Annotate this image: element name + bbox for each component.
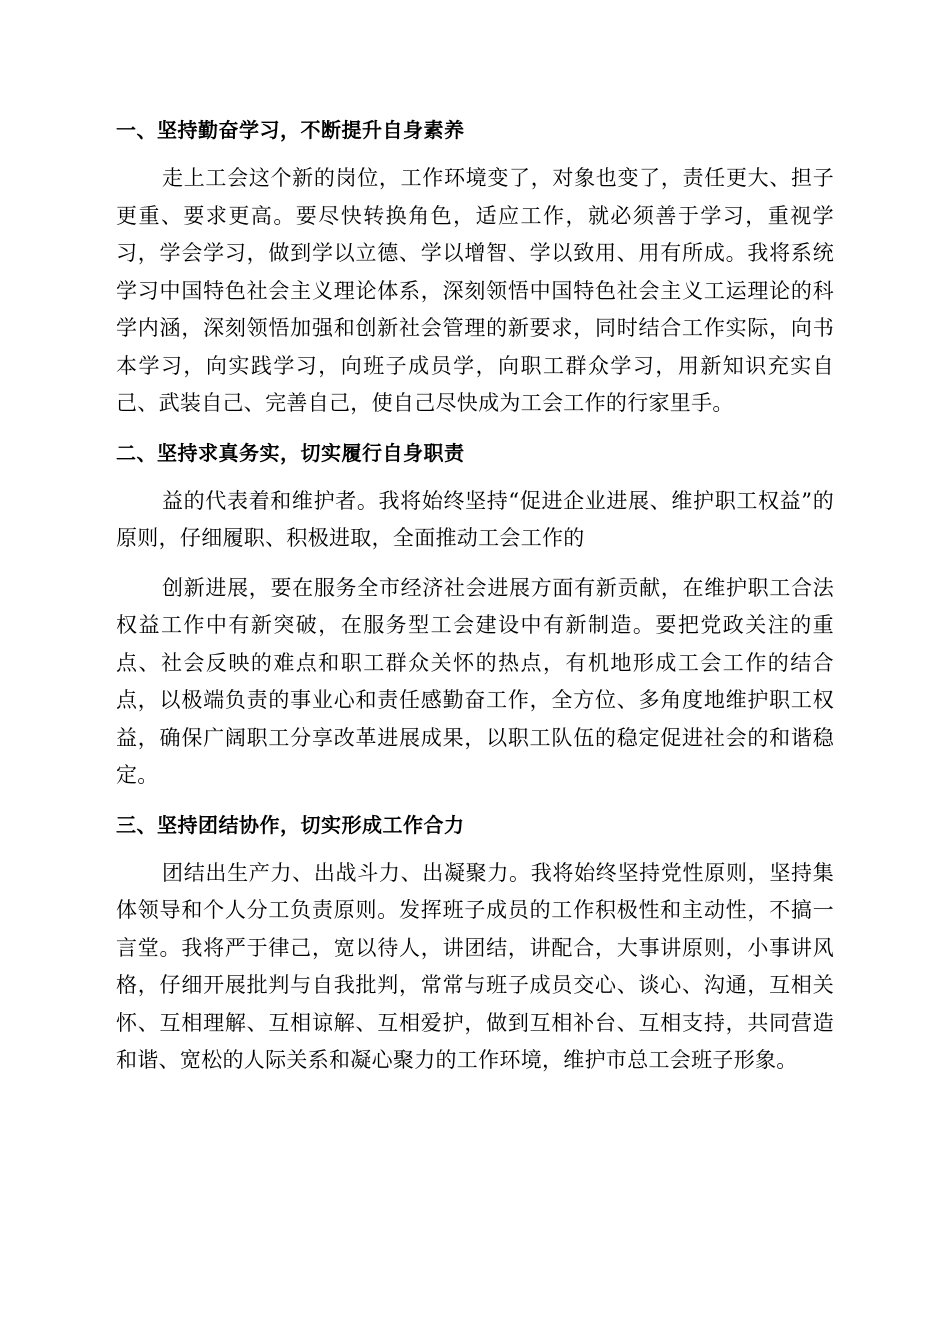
paragraph: 团结出生产力、出战斗力、出凝聚力。我将始终坚持党性原则，坚持集体领导和个人分工负责原则。发挥班子成员的工作积极性和主动性，不搞一言堂。我将严于律己，宽以待人，讲团结，讲配合，大事讲原则，小事讲风格，仔细开展批判与自我批判，常常与班子成员交心、谈心、沟通，互相关怀、互相理解、互相谅解、互相爱护，做到互相补台、互相支持，共同营造和谐、宽松的人际关系和凝心聚力的工作环境，维护市总工会班子形象。 — [116, 860, 834, 1072]
paragraph: 创新进展，要在服务全市经济社会进展方面有新贡献，在维护职工合法权益工作中有新突破，在服务型工会建设中有新制造。要把党政关注的重点、社会反映的难点和职工群众关怀的热点，有机地形成工会工作的结合点，以极端负责的事业心和责任感勤奋工作，全方位、多角度地维护职工权益，确保广阔职工分享改革进展成果，以职工队伍的稳定促进社会的和谐稳定。 — [116, 575, 834, 787]
section-heading: 二、坚持求真务实，切实履行自身职责 — [116, 440, 465, 465]
paragraph: 走上工会这个新的岗位，工作环境变了，对象也变了，责任更大、担子更重、要求更高。要尽快转换角色，适应工作，就必须善于学习，重视学习，学会学习，做到学以立德、学以增智、学以致用、用有所成。我将系统学习中国特色社会主义理论体系，深刻领悟中国特色社会主义工运理论的科学内涵，深刻领悟加强和创新社会管理的新要求，同时结合工作实际，向书本学习，向实践学习，向班子成员学，向职工群众学习，用新知识充实自己、武装自己、完善自己，使自己尽快成为工会工作的行家里手。 — [116, 166, 834, 415]
section-3 — [116, 807, 834, 1080]
section-1 — [116, 112, 834, 423]
section-heading: 三、坚持团结协作，切实形成工作合力 — [116, 812, 465, 837]
paragraph: 益的代表着和维护者。我将始终坚持“促进企业进展、维护职工权益”的原则，仔细履职、积极进取，全面推动工会工作的 — [116, 488, 834, 550]
section-heading: 一、坚持勤奋学习，不断提升自身素养 — [116, 118, 465, 142]
document-body — [116, 112, 834, 1092]
section-2 — [116, 435, 834, 795]
